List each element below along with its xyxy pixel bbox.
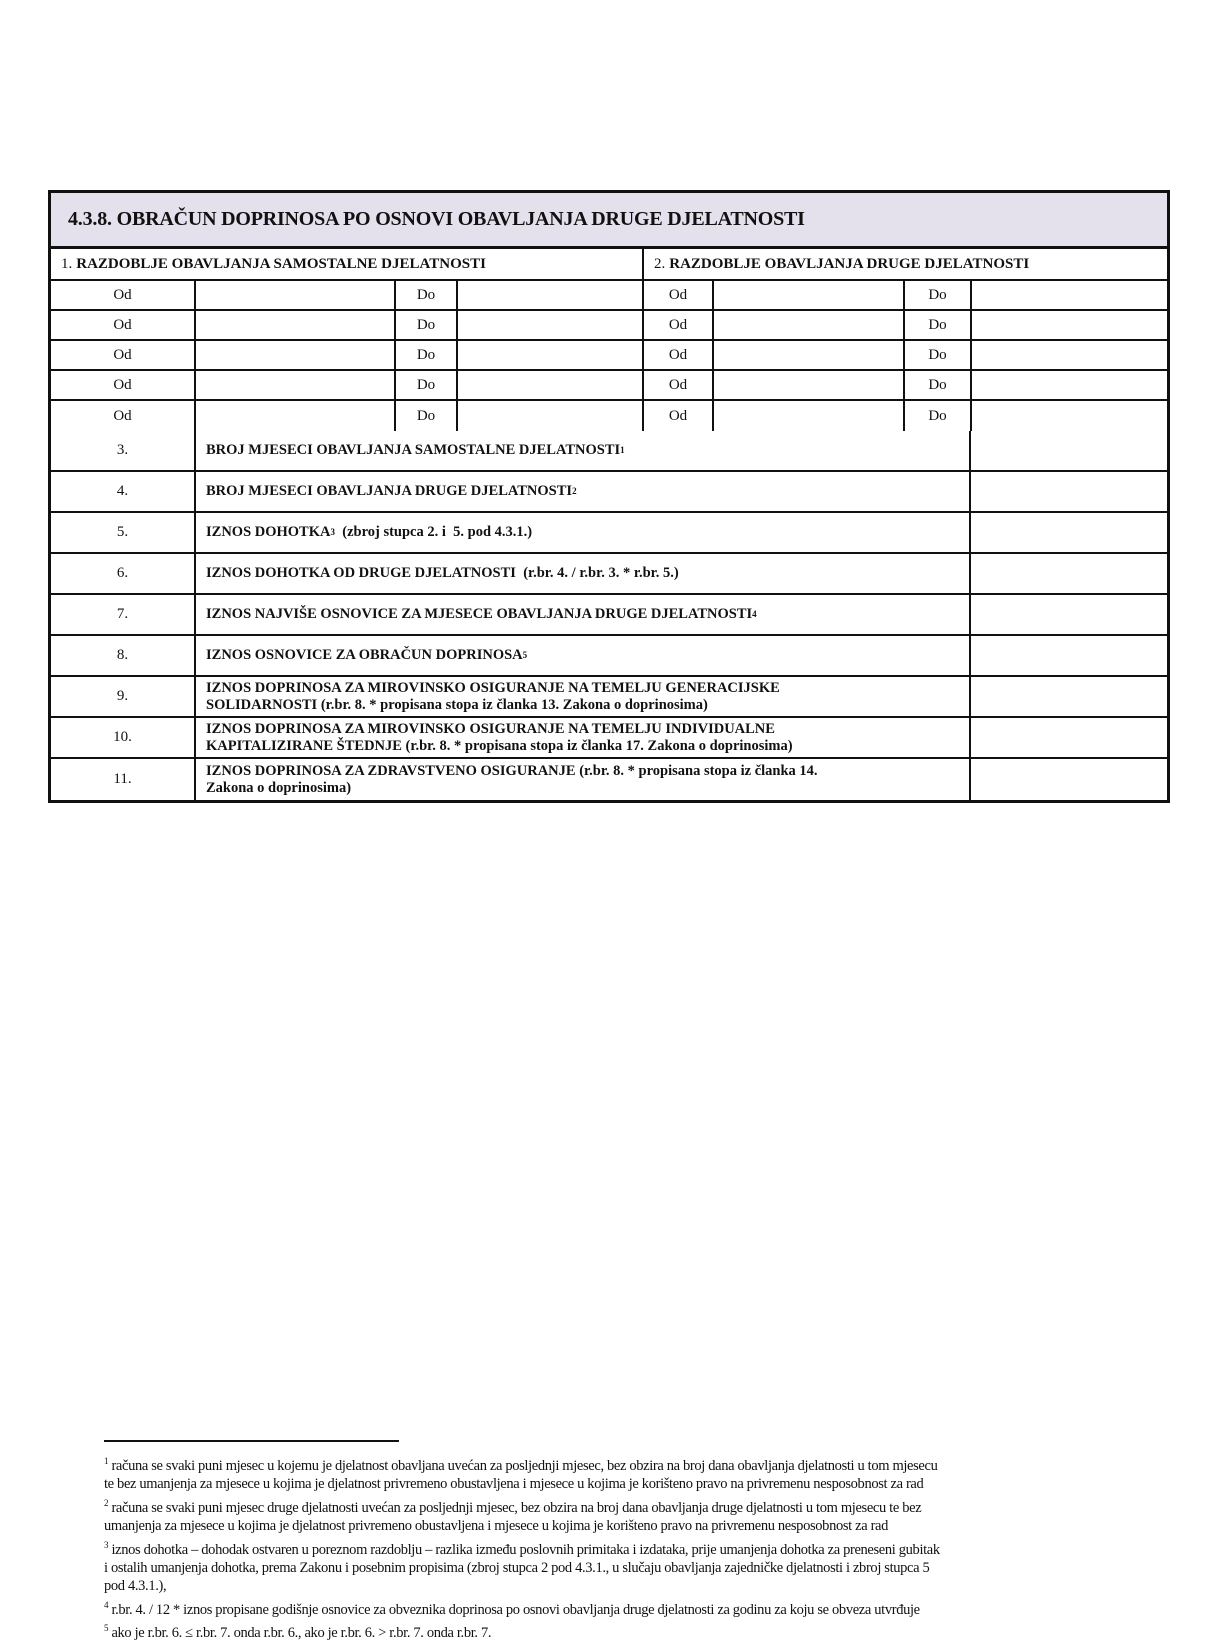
od-label: Od (51, 341, 196, 369)
period-row (51, 401, 1167, 431)
row-description (196, 677, 971, 716)
od-label: Od (51, 311, 196, 339)
row-value-field[interactable] (971, 595, 1167, 634)
row-label-line: KAPITALIZIRANE ŠTEDNJE (r.br. 8. * propisana stopa iz članka 17. Zakona o doprinosima) (206, 737, 793, 754)
row-number: 4. (51, 472, 196, 511)
self-employment-from-field[interactable] (196, 371, 396, 399)
od-label: Od (51, 371, 196, 399)
other-activity-to-field[interactable] (972, 281, 1167, 309)
period-headers (51, 249, 1167, 281)
footnote-text: i ostalih umanjenja dohotka, prema Zakonu i posebnim propisima (zbroj stupca 2 pod 4.3.1., u slučaju obavljanja zajedničke djelatnosti i zbroj stupca 5 (104, 1559, 930, 1576)
other-activity-from-field[interactable] (714, 281, 905, 309)
do-label: Do (396, 401, 458, 431)
self-employment-to-field[interactable] (458, 341, 644, 369)
row-description (196, 472, 971, 511)
footnote-ref: 1 (620, 445, 625, 455)
row-description (196, 759, 971, 800)
contribution-calculation-table (48, 190, 1170, 803)
row-label: IZNOS NAJVIŠE OSNOVICE ZA MJESECE OBAVLJANJA DRUGE DJELATNOSTI (206, 606, 753, 622)
calc-row (51, 677, 1167, 718)
calc-row (51, 472, 1167, 513)
row-description (196, 595, 971, 634)
row-label: BROJ MJESECI OBAVLJANJA DRUGE DJELATNOSTI (206, 483, 573, 499)
self-employment-to-field[interactable] (458, 401, 644, 431)
period-row (51, 311, 1167, 341)
footnote-line (104, 1619, 1124, 1642)
row-value-field[interactable] (971, 513, 1167, 552)
other-activity-to-field[interactable] (972, 311, 1167, 339)
od-label: Od (644, 341, 714, 369)
footnote-line (104, 1475, 1124, 1494)
do-label: Do (905, 371, 972, 399)
footnote-text: ako je r.br. 6. ≤ r.br. 7. onda r.br. 6., ako je r.br. 6. > r.br. 7. onda r.br. 7. (111, 1625, 492, 1642)
row-formula: (r.br. 4. / r.br. 3. * r.br. 5.) (515, 565, 679, 581)
calc-row (51, 759, 1167, 800)
other-activity-from-field[interactable] (714, 401, 905, 431)
row-value-field[interactable] (971, 472, 1167, 511)
od-label: Od (644, 371, 714, 399)
do-label: Do (396, 311, 458, 339)
row-description (196, 636, 971, 675)
row-label-line: Zakona o doprinosima) (206, 779, 352, 796)
footnote-separator (104, 1440, 399, 1442)
footnote-number: 1 (104, 1456, 109, 1466)
self-employment-to-field[interactable] (458, 311, 644, 339)
od-label: Od (644, 281, 714, 309)
row-description (196, 431, 971, 470)
footnote-ref: 3 (330, 527, 335, 537)
footnote-text: pod 4.3.1.), (104, 1578, 167, 1595)
row-label-line: IZNOS DOPRINOSA ZA MIROVINSKO OSIGURANJE NA TEMELJU GENERACIJSKE (206, 679, 780, 696)
row-value-field[interactable] (971, 677, 1167, 716)
self-employment-from-field[interactable] (196, 281, 396, 309)
section-label: RAZDOBLJE OBAVLJANJA DRUGE DJELATNOSTI (669, 255, 1030, 272)
other-activity-to-field[interactable] (972, 371, 1167, 399)
od-label: Od (51, 281, 196, 309)
period-row (51, 281, 1167, 311)
footnote-number: 2 (104, 1497, 109, 1508)
row-value-field[interactable] (971, 718, 1167, 757)
footnote-line (104, 1494, 1124, 1517)
row-number: 10. (51, 718, 196, 757)
calc-row (51, 513, 1167, 554)
row-label-line: SOLIDARNOSTI (r.br. 8. * propisana stopa iz članka 13. Zakona o doprinosima) (206, 696, 708, 713)
do-label: Do (905, 281, 972, 309)
row-label: BROJ MJESECI OBAVLJANJA SAMOSTALNE DJELATNOSTI (206, 442, 621, 458)
footnote-text: te bez umanjenja za mjesece u kojima je djelatnost privremeno obustavljena i mjesece u kojima je korišteno pravo na privremenu nesposobnost za rad (104, 1476, 924, 1493)
self-employment-from-field[interactable] (196, 341, 396, 369)
calc-row (51, 636, 1167, 677)
footnote-text: iznos dohotka – dohodak ostvaren u poreznom razdoblju – razlika između poslovnih primitaka i izdataka, prije umanjenja dohotka za preneseni gubitak (111, 1541, 940, 1558)
do-label: Do (396, 341, 458, 369)
calc-row (51, 431, 1167, 472)
footnote-line (104, 1596, 1124, 1619)
row-number: 8. (51, 636, 196, 675)
footnote-line (104, 1517, 1124, 1536)
row-value-field[interactable] (971, 431, 1167, 470)
footnote-number: 4 (104, 1599, 109, 1610)
do-label: Do (396, 371, 458, 399)
period-self-employment-header (51, 249, 644, 279)
row-value-field[interactable] (971, 554, 1167, 593)
row-label-line: IZNOS DOPRINOSA ZA ZDRAVSTVENO OSIGURANJE (r.br. 8. * propisana stopa iz članka 14. (206, 762, 818, 779)
calc-row (51, 595, 1167, 636)
footnote-number: 3 (104, 1539, 109, 1550)
self-employment-to-field[interactable] (458, 281, 644, 309)
calc-row (51, 554, 1167, 595)
other-activity-from-field[interactable] (714, 311, 905, 339)
section-number: 2. (654, 255, 666, 272)
period-other-activity-header (644, 249, 1167, 279)
row-label: IZNOS DOHOTKA (206, 524, 331, 540)
row-formula: (zbroj stupca 2. i 5. pod 4.3.1.) (334, 524, 533, 540)
other-activity-to-field[interactable] (972, 341, 1167, 369)
do-label: Do (905, 341, 972, 369)
self-employment-from-field[interactable] (196, 311, 396, 339)
row-number: 11. (51, 759, 196, 800)
footnote-line (104, 1559, 1124, 1578)
section-number: 1. (61, 255, 73, 272)
row-description (196, 513, 971, 552)
footnote-text: r.br. 4. / 12 * iznos propisane godišnje osnovice za obveznika doprinosa po osnovi obavljanja druge djelatnosti za godinu za koju se obveza utvrđuje (111, 1601, 920, 1618)
row-value-field[interactable] (971, 636, 1167, 675)
self-employment-to-field[interactable] (458, 371, 644, 399)
footnote-ref: 5 (522, 650, 528, 660)
self-employment-from-field[interactable] (196, 401, 396, 431)
footnote-line (104, 1536, 1124, 1559)
other-activity-from-field[interactable] (714, 341, 905, 369)
other-activity-from-field[interactable] (714, 371, 905, 399)
row-description (196, 718, 971, 757)
row-label: IZNOS OSNOVICE ZA OBRAČUN DOPRINOSA (206, 647, 523, 663)
footnotes (104, 1452, 1124, 1643)
do-label: Do (905, 311, 972, 339)
other-activity-to-field[interactable] (972, 401, 1167, 431)
row-value-field[interactable] (971, 759, 1167, 800)
row-number: 3. (51, 431, 196, 470)
od-label: Od (644, 401, 714, 431)
row-description (196, 554, 971, 593)
row-label: IZNOS DOHOTKA OD DRUGE DJELATNOSTI (206, 565, 516, 581)
section-title: 4.3.8. OBRAČUN DOPRINOSA PO OSNOVI OBAVLJANJA DRUGE DJELATNOSTI (51, 193, 1167, 249)
row-label-line: IZNOS DOPRINOSA ZA MIROVINSKO OSIGURANJE NA TEMELJU INDIVIDUALNE (206, 720, 775, 737)
row-number: 5. (51, 513, 196, 552)
footnote-line (104, 1577, 1124, 1596)
footnote-ref: 4 (752, 609, 757, 619)
footnote-text: računa se svaki puni mjesec druge djelatnosti uvećan za posljednji mjesec, bez obzira na broj dana obavljanja druge djelatnosti u tom mjesecu te bez (111, 1499, 922, 1516)
row-number: 9. (51, 677, 196, 716)
footnote-text: računa se svaki puni mjesec u kojemu je djelatnost obavljana uvećan za posljednji mjesec, bez obzira na broj dana obavljanja djelatnosti u tom mjesecu (111, 1457, 938, 1474)
period-row (51, 341, 1167, 371)
footnote-number: 5 (104, 1623, 109, 1634)
od-label: Od (644, 311, 714, 339)
row-number: 7. (51, 595, 196, 634)
calc-row (51, 718, 1167, 759)
od-label: Od (51, 401, 196, 431)
period-row (51, 371, 1167, 401)
footnote-text: umanjenja za mjesece u kojima je djelatnost privremeno obustavljena i mjesece u kojima je korišteno pravo na privremenu nesposobnost za rad (104, 1518, 889, 1535)
footnote-ref: 2 (572, 486, 577, 496)
section-label: RAZDOBLJE OBAVLJANJA SAMOSTALNE DJELATNOSTI (76, 255, 486, 272)
do-label: Do (905, 401, 972, 431)
footnote-line (104, 1452, 1124, 1475)
row-number: 6. (51, 554, 196, 593)
do-label: Do (396, 281, 458, 309)
